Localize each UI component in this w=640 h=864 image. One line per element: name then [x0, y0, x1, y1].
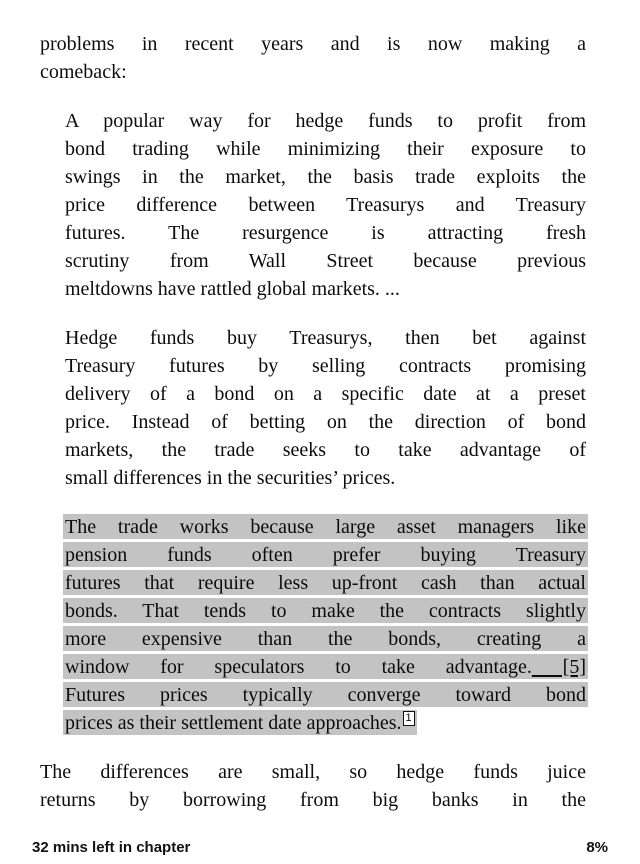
paragraph-intro — [40, 30, 586, 86]
text-line: delivery of a bond on a specific date at a preset — [65, 383, 586, 405]
time-left-in-chapter: 32 mins left in chapter — [32, 839, 191, 856]
text-line — [65, 513, 586, 541]
reader-footer — [32, 839, 608, 856]
text-line: returns by borrowing from big banks in the — [40, 789, 586, 811]
highlight-span[interactable]: pension funds often prefer buying Treasury — [65, 544, 586, 566]
blockquote-3-highlighted — [65, 513, 586, 737]
text-line — [65, 569, 586, 597]
highlight-span[interactable]: futures that require less up-front cash than actual — [65, 572, 586, 594]
highlight-span[interactable]: more expensive than the bonds, creating a — [65, 628, 586, 650]
text-line: futures. The resurgence is attracting fresh — [65, 222, 586, 244]
text-line: The differences are small, so hedge funds juice — [40, 761, 586, 783]
blockquote-1 — [65, 107, 586, 303]
endnote-link[interactable]: [5] — [531, 656, 586, 678]
text-line: price difference between Treasurys and Treasury — [65, 194, 586, 216]
text-line — [65, 625, 586, 653]
highlight-span[interactable]: prices as their settlement date approaches. 1 — [63, 710, 417, 735]
progress-percent: 8% — [586, 839, 608, 856]
paragraph-continuation — [40, 758, 586, 814]
text-line: comeback: — [40, 61, 127, 83]
text-line: scrutiny from Wall Street because previous — [65, 250, 586, 272]
highlight-span[interactable]: The trade works because large asset managers like — [65, 516, 586, 538]
text-line — [65, 653, 586, 681]
text-line: Hedge funds buy Treasurys, then bet against — [65, 327, 586, 349]
highlight-span[interactable]: Futures prices typically converge toward bond — [65, 684, 586, 706]
text-line: meltdowns have rattled global markets. ... — [65, 278, 400, 300]
text-line: small differences in the securities’ prices. — [65, 467, 396, 489]
text-line — [65, 597, 586, 625]
text-line: problems in recent years and is now making a — [40, 33, 586, 55]
text-line — [65, 541, 586, 569]
text-line — [65, 681, 586, 709]
highlight-span[interactable]: bonds. That tends to make the contracts slightly — [65, 600, 586, 622]
text-line: swings in the market, the basis trade exploits the — [65, 166, 586, 188]
text-line: A popular way for hedge funds to profit from — [65, 110, 586, 132]
text-line — [65, 709, 586, 737]
text-line: markets, the trade seeks to take advantage of — [65, 439, 586, 461]
blockquote-2 — [65, 324, 586, 492]
text-line: bond trading while minimizing their exposure to — [65, 138, 586, 160]
text-line: price. Instead of betting on the direction of bond — [65, 411, 586, 433]
highlight-span[interactable]: window for speculators to take advantage. [5] — [65, 656, 586, 678]
text-line: Treasury futures by selling contracts promising — [65, 355, 586, 377]
footnote-marker[interactable]: 1 — [403, 711, 415, 726]
